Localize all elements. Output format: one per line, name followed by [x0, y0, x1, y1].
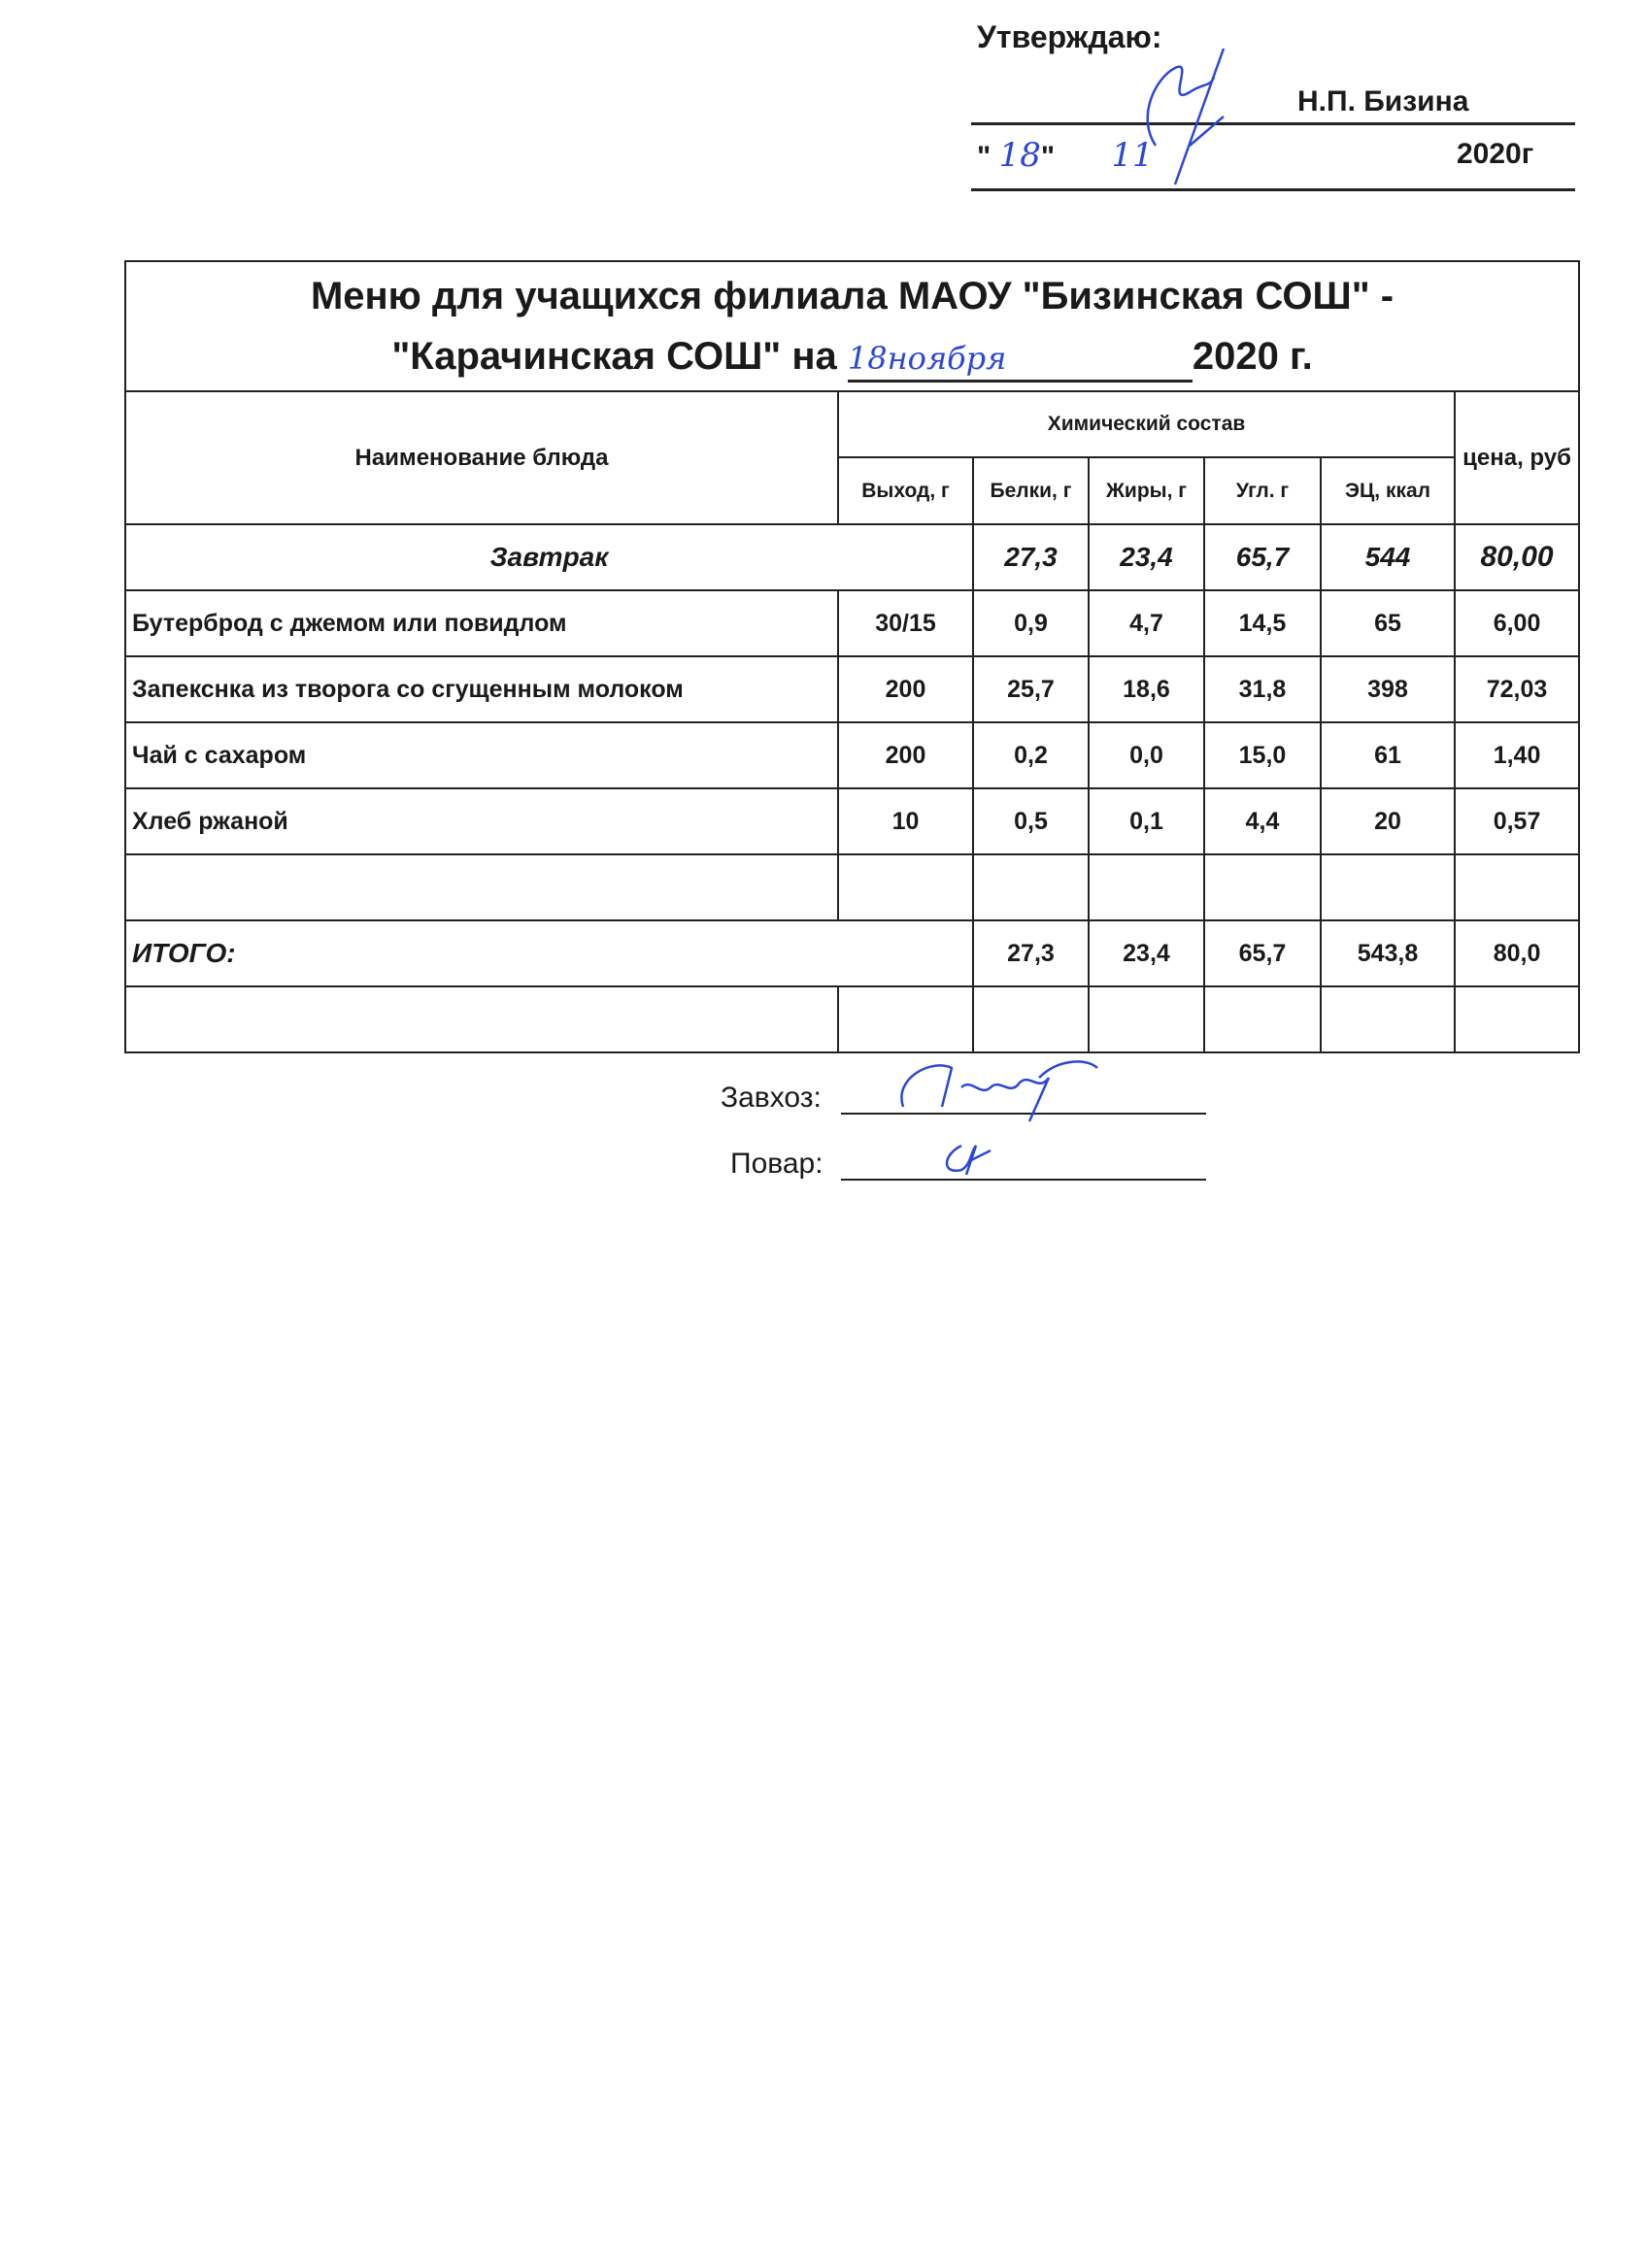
dish-price: 0,57	[1455, 788, 1579, 854]
total-fat: 23,4	[1089, 920, 1204, 986]
dish-energy: 65	[1321, 590, 1455, 656]
meal-fat: 23,4	[1089, 524, 1204, 590]
header-fat: Жиры, г	[1089, 457, 1204, 524]
meal-row	[125, 524, 1579, 590]
title-year: 2020 г.	[1192, 335, 1313, 378]
meal-protein: 27,3	[973, 524, 1089, 590]
handwritten-month: 11	[1111, 136, 1154, 175]
dish-fat: 0,1	[1089, 788, 1204, 854]
table-row	[125, 656, 1579, 722]
dish-fat: 4,7	[1089, 590, 1204, 656]
dish-protein: 0,5	[973, 788, 1089, 854]
meal-carbs: 65,7	[1204, 524, 1321, 590]
header-row-1	[125, 391, 1579, 457]
header-price: цена, руб	[1455, 391, 1579, 524]
title-line-2	[132, 326, 1572, 386]
empty-row	[125, 986, 1579, 1052]
dish-price: 1,40	[1455, 722, 1579, 788]
storekeeper-label: Завхоз:	[721, 1082, 822, 1114]
approval-label: Утверждаю:	[977, 19, 1162, 54]
total-row	[125, 920, 1579, 986]
dish-name: Хлеб ржаной	[125, 788, 838, 854]
header-energy: ЭЦ, ккал	[1321, 457, 1455, 524]
dish-output: 200	[838, 722, 973, 788]
dish-name: Чай с сахаром	[125, 722, 838, 788]
menu-table	[124, 260, 1580, 1053]
title-line-1: Меню для учащихся филиала МАОУ "Бизинская СОШ" -	[310, 275, 1395, 317]
approval-line-1	[971, 122, 1575, 125]
approver-signature	[1097, 39, 1272, 204]
title-row	[125, 261, 1579, 391]
approval-year: 2020г	[1457, 138, 1534, 170]
menu-title	[125, 261, 1579, 391]
empty-row	[125, 854, 1579, 920]
total-carbs: 65,7	[1204, 920, 1321, 986]
dish-output: 10	[838, 788, 973, 854]
cook-label: Повар:	[730, 1148, 824, 1180]
dish-carbs: 15,0	[1204, 722, 1321, 788]
dish-energy: 61	[1321, 722, 1455, 788]
meal-price: 80,00	[1455, 524, 1579, 590]
dish-output: 200	[838, 656, 973, 722]
cook-line	[841, 1179, 1206, 1181]
dish-carbs: 14,5	[1204, 590, 1321, 656]
header-output: Выход, г	[838, 457, 973, 524]
handwritten-date: 18ноября	[847, 340, 1007, 377]
quote-open: "	[977, 141, 992, 173]
dish-energy: 398	[1321, 656, 1455, 722]
dish-carbs: 4,4	[1204, 788, 1321, 854]
dish-carbs: 31,8	[1204, 656, 1321, 722]
meal-name: Завтрак	[125, 524, 973, 590]
table-row	[125, 788, 1579, 854]
storekeeper-signature	[893, 1049, 1107, 1126]
header-carbs: Угл. г	[1204, 457, 1321, 524]
approver-name: Н.П. Бизина	[1297, 85, 1469, 117]
handwritten-day: 18	[998, 136, 1041, 175]
dish-fat: 18,6	[1089, 656, 1204, 722]
cook-signature	[932, 1126, 1010, 1184]
dish-fat: 0,0	[1089, 722, 1204, 788]
total-protein: 27,3	[973, 920, 1089, 986]
meal-energy: 544	[1321, 524, 1455, 590]
total-energy: 543,8	[1321, 920, 1455, 986]
total-price: 80,0	[1455, 920, 1579, 986]
approval-line-2	[971, 188, 1575, 191]
dish-price: 6,00	[1455, 590, 1579, 656]
dish-protein: 0,9	[973, 590, 1089, 656]
dish-name: Бутерброд с джемом или повидлом	[125, 590, 838, 656]
total-label: ИТОГО:	[125, 920, 973, 986]
dish-name: Запекснка из творога со сгущенным молоком	[125, 656, 838, 722]
dish-energy: 20	[1321, 788, 1455, 854]
title-prefix: "Карачинская СОШ" на	[391, 335, 837, 378]
table-row	[125, 722, 1579, 788]
table-row	[125, 590, 1579, 656]
header-protein: Белки, г	[973, 457, 1089, 524]
quote-close: "	[1040, 141, 1056, 173]
dish-protein: 0,2	[973, 722, 1089, 788]
date-blank	[848, 335, 1193, 383]
header-dish: Наименование блюда	[125, 391, 838, 524]
dish-price: 72,03	[1455, 656, 1579, 722]
header-chem: Химический состав	[838, 391, 1455, 457]
dish-output: 30/15	[838, 590, 973, 656]
dish-protein: 25,7	[973, 656, 1089, 722]
